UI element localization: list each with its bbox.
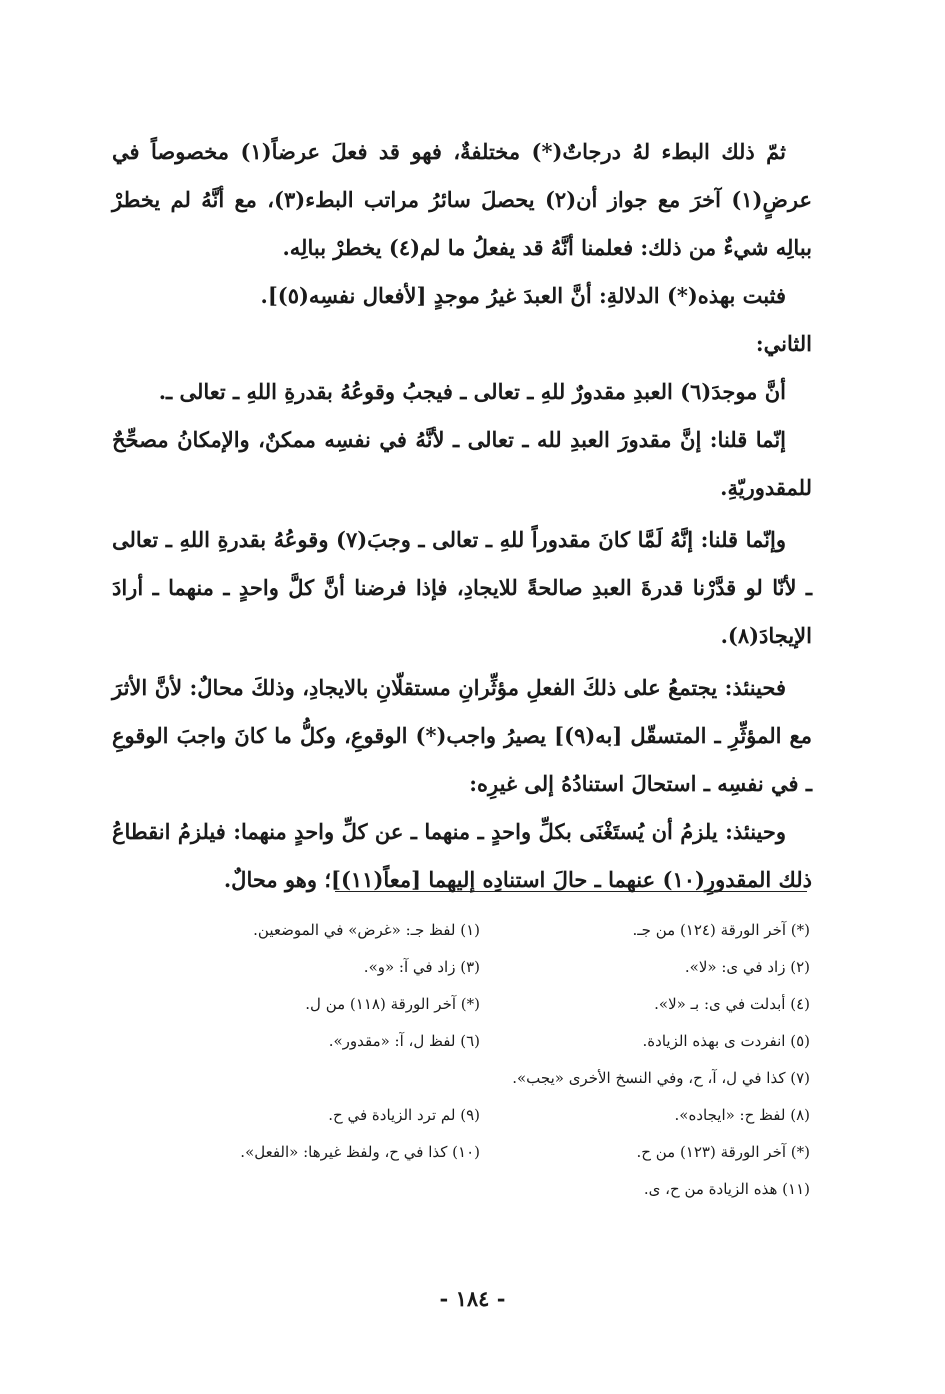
paragraph-2: فثبت بهذه(*) الدلالةِ: أنَّ العبدَ غيرُ موجدٍ [لأفعال نفسِه(٥)]. <box>260 283 786 308</box>
footnote-row <box>150 986 810 1023</box>
footnote: (٦) لفظ ل، آ: «مقدور». <box>328 1032 480 1050</box>
footnote-divider <box>335 891 807 892</box>
footnotes <box>150 912 810 1208</box>
footnote-row <box>150 1134 810 1171</box>
footnote: (*) آخر الورقة (١١٨) من ل. <box>305 995 480 1013</box>
paragraph-4: إنّما قلنا: إنَّ مقدورَ العبدِ لله ـ تعالى ـ لأنَّهُ في نفسِه ممكنٌ، والإمكانُ مصحِّحٌ للمقدوريّةِ. <box>112 427 812 500</box>
page-number: - ١٨٤ - <box>439 1286 506 1311</box>
footnote-row <box>150 912 810 949</box>
footnote: (٢) زاد في ى: «لا». <box>684 958 810 976</box>
footnote: (٤) أبدلت في ى: بـ «لا». <box>654 995 810 1013</box>
paragraph-6: فحينئذ: يجتمعُ على ذلكَ الفعلِ مؤثِّرانِ مستقلّانِ بالايجادِ، وذلكَ محالٌ: لأنَّ الأثرَ مع المؤثِّرِ ـ المتسقّل [به(٩)] يصيرُ واجب(*) الوقوعِ، وكلُّ ما كانَ واجبَ الوقوعِ ـ في نفسِه ـ استحالَ استنادُهُ إلى غيرِه: <box>112 675 812 796</box>
footnote: (١٠) كذا في ح، ولفظ غيرها: «الفعل». <box>240 1143 480 1161</box>
paragraph-5: وإنّما قلنا: إنَّهُ لَمَّا كانَ مقدوراً للهِ ـ تعالى ـ وجبَ(٧) وقوعُهُ بقدرةِ اللهِ ـ تعالى ـ لأنّا لو قدَّرْنا قدرةَ العبدِ صالحةً للايجادِ، فإذا فرضنا أنَّ كلَّ واحدٍ ـ منهما ـ أرادَ الإيجادَ(٨). <box>112 527 812 648</box>
footnote-row <box>150 1023 810 1060</box>
footnote-row <box>150 949 810 986</box>
footnote: (٨) لفظ ح: «ايجاده». <box>674 1106 810 1124</box>
footnote: (٧) كذا في ل، آ، ح، وفي النسخ الأخرى «يجب». <box>512 1069 810 1087</box>
paragraph-3: أنَّ موجدَ(٦) العبدِ مقدورٌ للهِ ـ تعالى ـ فيجبُ وقوعُهُ بقدرةِ اللهِ ـ تعالى ـ. <box>158 379 786 404</box>
main-text <box>112 128 812 904</box>
footnote: (١) لفظ جـ: «غرض» في الموضعين. <box>253 921 480 939</box>
paragraph-1: ثمّ ذلك البطء لهُ درجاتٌ(*) مختلفةٌ، فهو قد فعلَ عرضاً(١) مخصوصاً في عرضٍ(١) آخرَ مع جواز أن(٢) يحصلَ سائرُ مراتب البطء(٣)، مع أنَّهُ لم يخطرْ ببالِه شيءٌ من ذلك: فعلمنا أنَّهُ قد يفعلُ ما لم(٤) يخطرْ ببالِه. <box>112 139 812 260</box>
footnote: (٣) زاد في آ: «و». <box>363 958 480 976</box>
footnote: (٥) انفردت ى بهذه الزيادة. <box>642 1032 810 1050</box>
footnote: (٩) لم ترد الزيادة في ح. <box>328 1106 480 1124</box>
footnote: (*) آخر الورقة (١٢٤) من جـ. <box>632 921 810 939</box>
paragraph-7: وحينئذ: يلزمُ أن يُستَغْنَى بكلِّ واحدٍ ـ منهما ـ عن كلِّ واحدٍ منهما: فيلزمُ انقطاعُ ذلك المقدورِ(١٠) عنهما ـ حالَ استنادِه إليهما [معاً(١١)]؛ وهو محالٌ. <box>112 819 812 892</box>
footnote: (١١) هذه الزيادة من ح، ى. <box>643 1180 810 1198</box>
footnote: (*) آخر الورقة (١٢٣) من ح. <box>636 1143 810 1161</box>
footnote-row <box>150 1097 810 1134</box>
footnote-row <box>150 1171 810 1208</box>
footnote-row <box>150 1060 810 1097</box>
section-heading: الثاني: <box>755 331 812 356</box>
